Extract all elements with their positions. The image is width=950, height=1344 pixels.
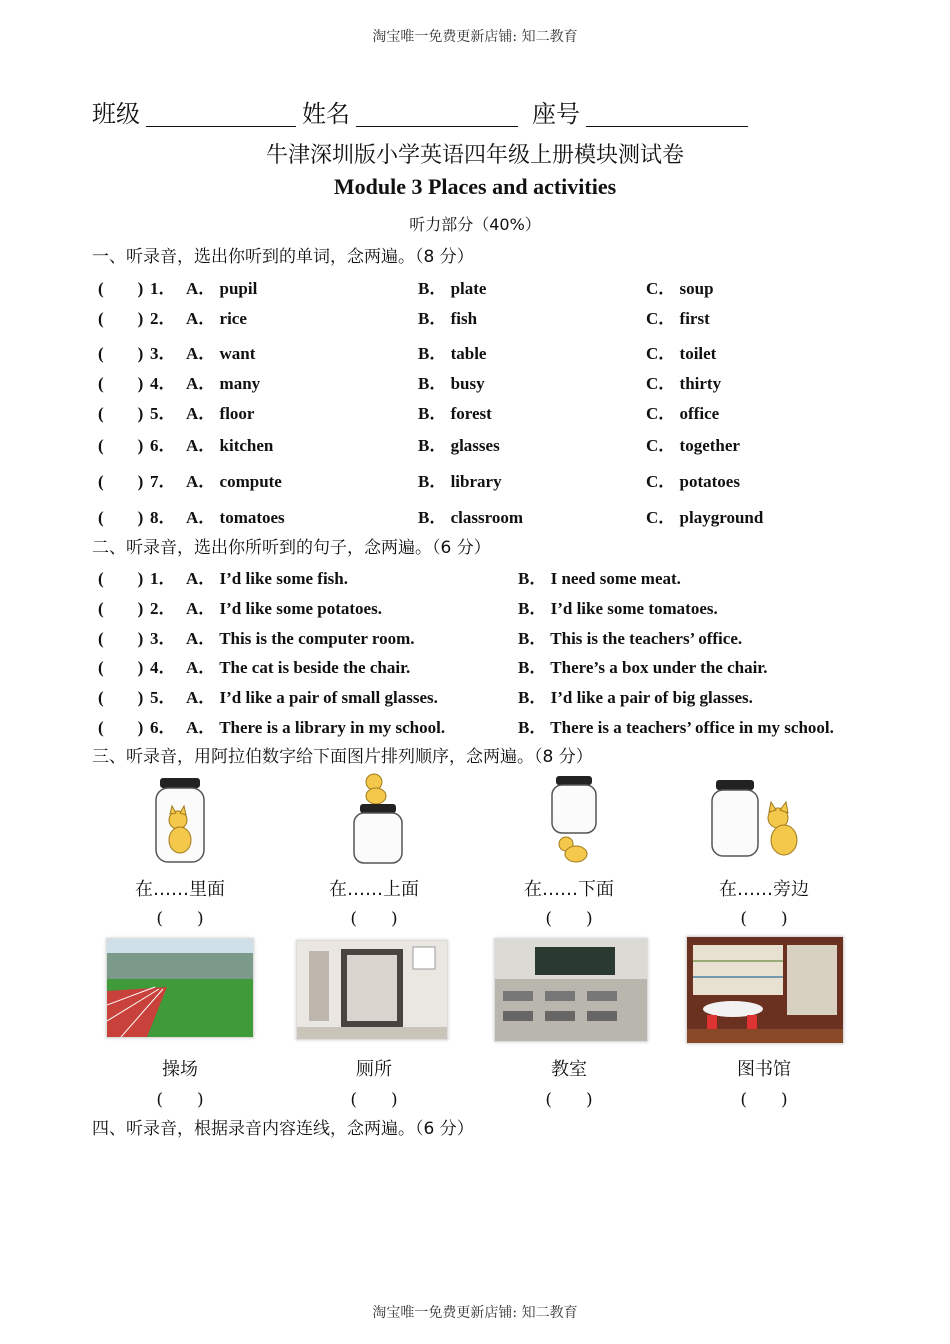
order-blank-under[interactable]: ( ) — [545, 909, 593, 929]
answer-blank[interactable]: ( ) — [98, 658, 144, 677]
jar-cat-inside-image — [150, 776, 210, 866]
s2-question-1 — [98, 564, 878, 586]
answer-blank[interactable]: ( ) — [98, 718, 144, 737]
order-blank-playground[interactable]: ( ) — [156, 1090, 204, 1110]
s2-question-6 — [98, 713, 878, 735]
question-number: 3． — [150, 629, 176, 648]
class-blank[interactable] — [146, 102, 296, 127]
option-a: A． pupil — [186, 279, 258, 298]
option-c: C． office — [646, 404, 720, 423]
seat-label: 座号 — [532, 100, 580, 128]
section4-heading: 四、听录音，根据录音内容连线，念两遍。（6 分） — [92, 1119, 474, 1139]
answer-blank[interactable]: ( ) — [98, 436, 144, 455]
caption-toilet: 厕所 — [356, 1059, 392, 1080]
s2-question-4 — [98, 653, 878, 675]
option-c: C． together — [646, 436, 740, 455]
s2-question-2 — [98, 594, 878, 616]
answer-blank[interactable]: ( ) — [98, 688, 144, 707]
title-chinese: 牛津深圳版小学英语四年级上册模块测试卷 — [265, 143, 684, 168]
caption-under: 在……下面 — [524, 879, 614, 900]
answer-blank[interactable]: ( ) — [98, 599, 144, 618]
option-b: B． I’d like some tomatoes. — [518, 599, 718, 618]
option-b: B． This is the teachers’ office. — [518, 629, 743, 648]
question-number: 7． — [150, 472, 176, 491]
section2-heading: 二、听录音，选出你所听到的句子，念两遍。（6 分） — [92, 538, 491, 558]
title-english: Module 3 Places and activities — [333, 174, 617, 199]
section3-heading: 三、听录音，用阿拉伯数字给下面图片排列顺序，念两遍。（8 分） — [92, 747, 593, 767]
section1-heading: 一、听录音，选出你听到的单词，念两遍。（8 分） — [92, 247, 474, 267]
order-blank-on[interactable]: ( ) — [350, 909, 398, 929]
class-label: 班级 — [92, 100, 140, 128]
listening-subtitle: 听力部分（40%） — [409, 215, 541, 234]
option-a: A． I’d like some potatoes. — [186, 599, 382, 618]
s1-question-8 — [98, 503, 858, 525]
s1-question-2 — [98, 304, 858, 326]
order-blank-beside[interactable]: ( ) — [740, 909, 788, 929]
caption-library: 图书馆 — [737, 1059, 791, 1080]
question-number: 5． — [150, 404, 176, 423]
question-number: 1． — [150, 569, 176, 588]
playground-photo — [106, 938, 254, 1038]
option-c: C． toilet — [646, 344, 717, 363]
option-b: B． table — [418, 344, 487, 363]
option-b: B． glasses — [418, 436, 500, 455]
jar-cat-on-image — [348, 770, 408, 866]
answer-blank[interactable]: ( ) — [98, 569, 144, 588]
option-c: C． soup — [646, 279, 714, 298]
answer-blank[interactable]: ( ) — [98, 344, 144, 363]
option-b: B． library — [418, 472, 502, 491]
s1-question-4 — [98, 369, 858, 391]
option-b: B． classroom — [418, 508, 523, 527]
option-b: B． plate — [418, 279, 487, 298]
caption-inside: 在……里面 — [135, 879, 225, 900]
question-number: 6． — [150, 718, 176, 737]
library-photo — [686, 936, 844, 1044]
student-info-row — [92, 94, 754, 129]
answer-blank[interactable]: ( ) — [98, 508, 144, 527]
option-b: B． There’s a box under the chair. — [518, 658, 768, 677]
option-a: A． floor — [186, 404, 255, 423]
option-b: B． There is a teachers’ office in my school. — [518, 718, 834, 737]
question-number: 2． — [150, 599, 176, 618]
option-a: A． rice — [186, 309, 247, 328]
seat-blank[interactable] — [586, 102, 748, 127]
jar-cat-beside-image — [708, 778, 812, 862]
option-a: A． This is the computer room. — [186, 629, 415, 648]
question-number: 2． — [150, 309, 176, 328]
caption-classroom: 教室 — [551, 1059, 587, 1080]
option-c: C． thirty — [646, 374, 722, 393]
question-number: 1． — [150, 279, 176, 298]
page-footer: 淘宝唯一免费更新店铺: 知二教育 — [372, 1305, 578, 1321]
toilet-photo — [296, 940, 448, 1040]
answer-blank[interactable]: ( ) — [98, 309, 144, 328]
answer-blank[interactable]: ( ) — [98, 472, 144, 491]
option-a: A． many — [186, 374, 261, 393]
name-label: 姓名 — [302, 100, 350, 128]
answer-blank[interactable]: ( ) — [98, 629, 144, 648]
option-a: A． I’d like some fish. — [186, 569, 348, 588]
option-a: A． want — [186, 344, 256, 363]
s2-question-3 — [98, 624, 878, 646]
question-number: 4． — [150, 658, 176, 677]
answer-blank[interactable]: ( ) — [98, 374, 144, 393]
option-b: B． I need some meat. — [518, 569, 681, 588]
order-blank-inside[interactable]: ( ) — [156, 909, 204, 929]
option-a: A． I’d like a pair of small glasses. — [186, 688, 438, 707]
s1-question-1 — [98, 274, 858, 296]
option-b: B． fish — [418, 309, 478, 328]
question-number: 6． — [150, 436, 176, 455]
question-number: 3． — [150, 344, 176, 363]
order-blank-toilet[interactable]: ( ) — [350, 1090, 398, 1110]
page-header: 淘宝唯一免费更新店铺: 知二教育 — [372, 29, 578, 45]
option-a: A． compute — [186, 472, 282, 491]
order-blank-library[interactable]: ( ) — [740, 1090, 788, 1110]
s1-question-5 — [98, 399, 858, 421]
s1-question-3 — [98, 339, 858, 361]
classroom-photo — [494, 938, 648, 1042]
option-c: C． first — [646, 309, 710, 328]
caption-playground: 操场 — [162, 1059, 198, 1080]
caption-beside: 在……旁边 — [719, 879, 809, 900]
option-a: A． kitchen — [186, 436, 274, 455]
option-b: B． busy — [418, 374, 485, 393]
question-number: 5． — [150, 688, 176, 707]
answer-blank[interactable]: ( ) — [98, 279, 144, 298]
option-c: C． playground — [646, 508, 764, 527]
question-number: 8． — [150, 508, 176, 527]
option-a: A． There is a library in my school. — [186, 718, 446, 737]
s2-question-5 — [98, 683, 878, 705]
name-blank[interactable] — [356, 102, 518, 127]
option-a: A． The cat is beside the chair. — [186, 658, 411, 677]
option-a: A． tomatoes — [186, 508, 285, 527]
s1-question-7 — [98, 467, 858, 489]
option-b: B． I’d like a pair of big glasses. — [518, 688, 753, 707]
question-number: 4． — [150, 374, 176, 393]
order-blank-classroom[interactable]: ( ) — [545, 1090, 593, 1110]
s1-question-6 — [98, 431, 858, 453]
answer-blank[interactable]: ( ) — [98, 404, 144, 423]
jar-cat-under-image — [546, 774, 606, 866]
caption-on: 在……上面 — [329, 879, 419, 900]
option-c: C． potatoes — [646, 472, 740, 491]
option-b: B． forest — [418, 404, 492, 423]
